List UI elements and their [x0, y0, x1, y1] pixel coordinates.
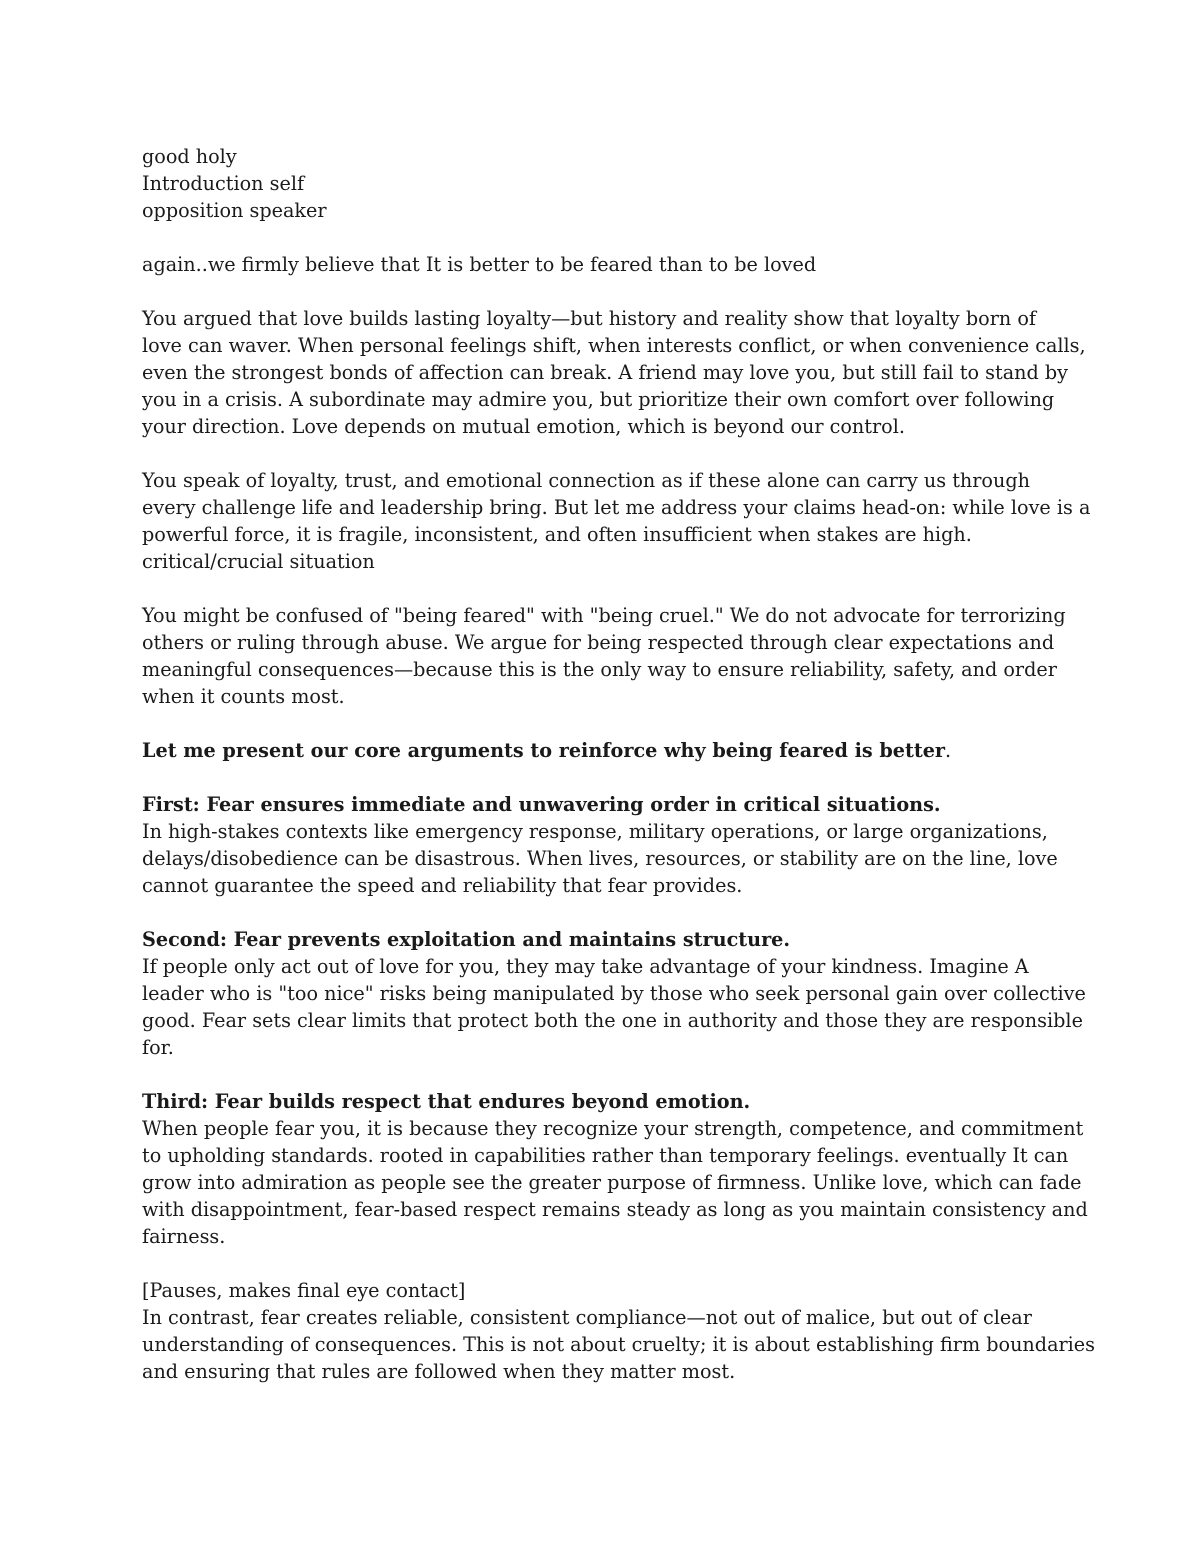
rebuttal-paragraph-3 [142, 602, 1072, 710]
argument-3-line: fairness. [142, 1225, 226, 1248]
rebuttal-3-line: You might be confused of "being feared" with "being cruel." We do not advocate for terrorizing [142, 604, 1066, 627]
argument-2-heading: Second: Fear prevents exploitation and maintains structure. [142, 928, 791, 951]
rebuttal-2-line: You speak of loyalty, trust, and emotional connection as if these alone can carry us through [142, 469, 1030, 492]
rebuttal-2-line: critical/crucial situation [142, 550, 375, 573]
rebuttal-3-line: meaningful consequences—because this is the only way to ensure reliability, safety, and order [142, 658, 1057, 681]
header-block [142, 143, 1072, 224]
argument-3-line: with disappointment, fear-based respect remains steady as long as you maintain consistency and [142, 1198, 1088, 1221]
argument-3-line: When people fear you, it is because they recognize your strength, competence, and commitment [142, 1117, 1084, 1140]
rebuttal-1-line: your direction. Love depends on mutual emotion, which is beyond our control. [142, 415, 905, 438]
header-greeting: good holy [142, 145, 237, 168]
rebuttal-1-line: you in a crisis. A subordinate may admire you, but prioritize their own comfort over following [142, 388, 1055, 411]
closing-line: In contrast, fear creates reliable, consistent compliance—not out of malice, but out of clear [142, 1306, 1032, 1329]
argument-1-line: delays/disobedience can be disastrous. When lives, resources, or stability are on the line, love [142, 847, 1058, 870]
rebuttal-2-line: every challenge life and leadership bring. But let me address your claims head-on: while love is a [142, 496, 1091, 519]
argument-2-line: good. Fear sets clear limits that protect both the one in authority and those they are responsible [142, 1009, 1083, 1032]
argument-1-heading: First: Fear ensures immediate and unwavering order in critical situations. [142, 793, 941, 816]
argument-3-line: to upholding standards. rooted in capabilities rather than temporary feelings. eventually It can [142, 1144, 1069, 1167]
argument-2 [142, 926, 1086, 1061]
argument-1-line: In high-stakes contexts like emergency response, military operations, or large organizations, [142, 820, 1048, 843]
stage-direction: [Pauses, makes final eye contact] [142, 1279, 466, 1302]
argument-1 [142, 791, 1072, 899]
thesis-statement [142, 251, 1072, 278]
core-arguments-intro [142, 737, 1072, 764]
rebuttal-paragraph-1 [142, 305, 1086, 440]
thesis-line: again..we firmly believe that It is better to be feared than to be loved [142, 253, 817, 276]
rebuttal-3-line: when it counts most. [142, 685, 345, 708]
core-arguments-period: . [945, 739, 952, 762]
argument-2-line: If people only act out of love for you, they may take advantage of your kindness. Imagine A [142, 955, 1029, 978]
rebuttal-1-line: You argued that love builds lasting loyalty—but history and reality show that loyalty born of [142, 307, 1036, 330]
rebuttal-3-line: others or ruling through abuse. We argue for being respected through clear expectations and [142, 631, 1055, 654]
header-introduction: Introduction self [142, 172, 305, 195]
rebuttal-2-line: powerful force, it is fragile, inconsistent, and often insufficient when stakes are high. [142, 523, 972, 546]
closing-paragraph [142, 1277, 1096, 1385]
argument-2-line: leader who is "too nice" risks being manipulated by those who seek personal gain over collective [142, 982, 1086, 1005]
argument-2-line: for. [142, 1036, 174, 1059]
header-role: opposition speaker [142, 199, 327, 222]
argument-3-line: grow into admiration as people see the greater purpose of firmness. Unlike love, which can fade [142, 1171, 1082, 1194]
rebuttal-1-line: love can waver. When personal feelings shift, when interests conflict, or when convenience calls, [142, 334, 1086, 357]
closing-line: understanding of consequences. This is not about cruelty; it is about establishing firm boundaries [142, 1333, 1096, 1356]
rebuttal-1-line: even the strongest bonds of affection can break. A friend may love you, but still fail to stand by [142, 361, 1068, 384]
core-arguments-bold: Let me present our core arguments to reinforce why being feared is better [142, 739, 946, 762]
argument-3-heading: Third: Fear builds respect that endures beyond emotion. [142, 1090, 751, 1113]
rebuttal-paragraph-2 [142, 467, 1091, 575]
core-arguments-line [142, 737, 1072, 764]
document-page [142, 143, 1096, 1385]
argument-1-line: cannot guarantee the speed and reliability that fear provides. [142, 874, 743, 897]
argument-3 [142, 1088, 1088, 1250]
closing-line: and ensuring that rules are followed when they matter most. [142, 1360, 736, 1383]
